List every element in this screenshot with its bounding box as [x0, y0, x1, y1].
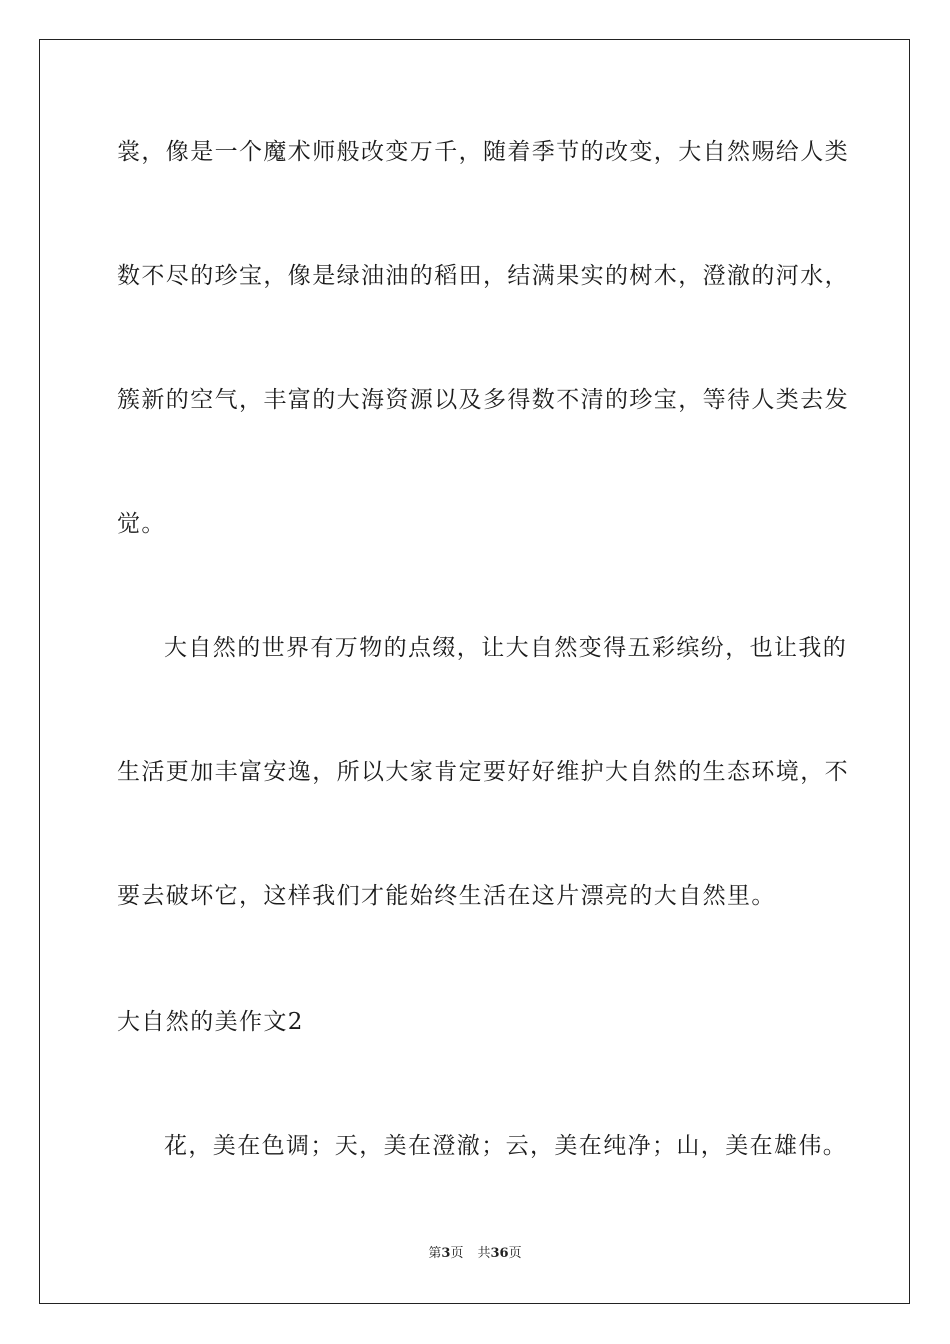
text-line: 要去破坏它，这样我们才能始终生活在这片漂亮的大自然里。: [117, 883, 776, 909]
text-line: 簇新的空气，丰富的大海资源以及多得数不清的珍宝，等待人类去发: [117, 387, 849, 413]
text-line: 裳，像是一个魔术师般改变万千，随着季节的改变，大自然赐给人类: [117, 139, 849, 165]
page-border: [39, 39, 910, 1304]
footer-page-prefix: 第: [428, 1246, 442, 1261]
section-heading: 大自然的美作文2: [117, 1009, 304, 1035]
footer-page-suffix: 页: [450, 1246, 464, 1261]
footer-total-suffix: 页: [508, 1246, 522, 1261]
footer-page-number: 3: [441, 1246, 451, 1261]
footer-total-pages: 36: [490, 1246, 509, 1261]
footer-total-prefix: 共: [477, 1246, 491, 1261]
text-line: 花，美在色调；天，美在澄澈；云，美在纯净；山，美在雄伟。: [164, 1133, 848, 1159]
text-line: 大自然的世界有万物的点缀，让大自然变得五彩缤纷，也让我的: [164, 635, 848, 661]
text-line: 觉。: [117, 511, 166, 537]
page-footer: [0, 1245, 950, 1263]
text-line: 数不尽的珍宝，像是绿油油的稻田，结满果实的树木，澄澈的河水，: [117, 263, 849, 289]
text-line: 生活更加丰富安逸，所以大家肯定要好好维护大自然的生态环境，不: [117, 759, 849, 785]
